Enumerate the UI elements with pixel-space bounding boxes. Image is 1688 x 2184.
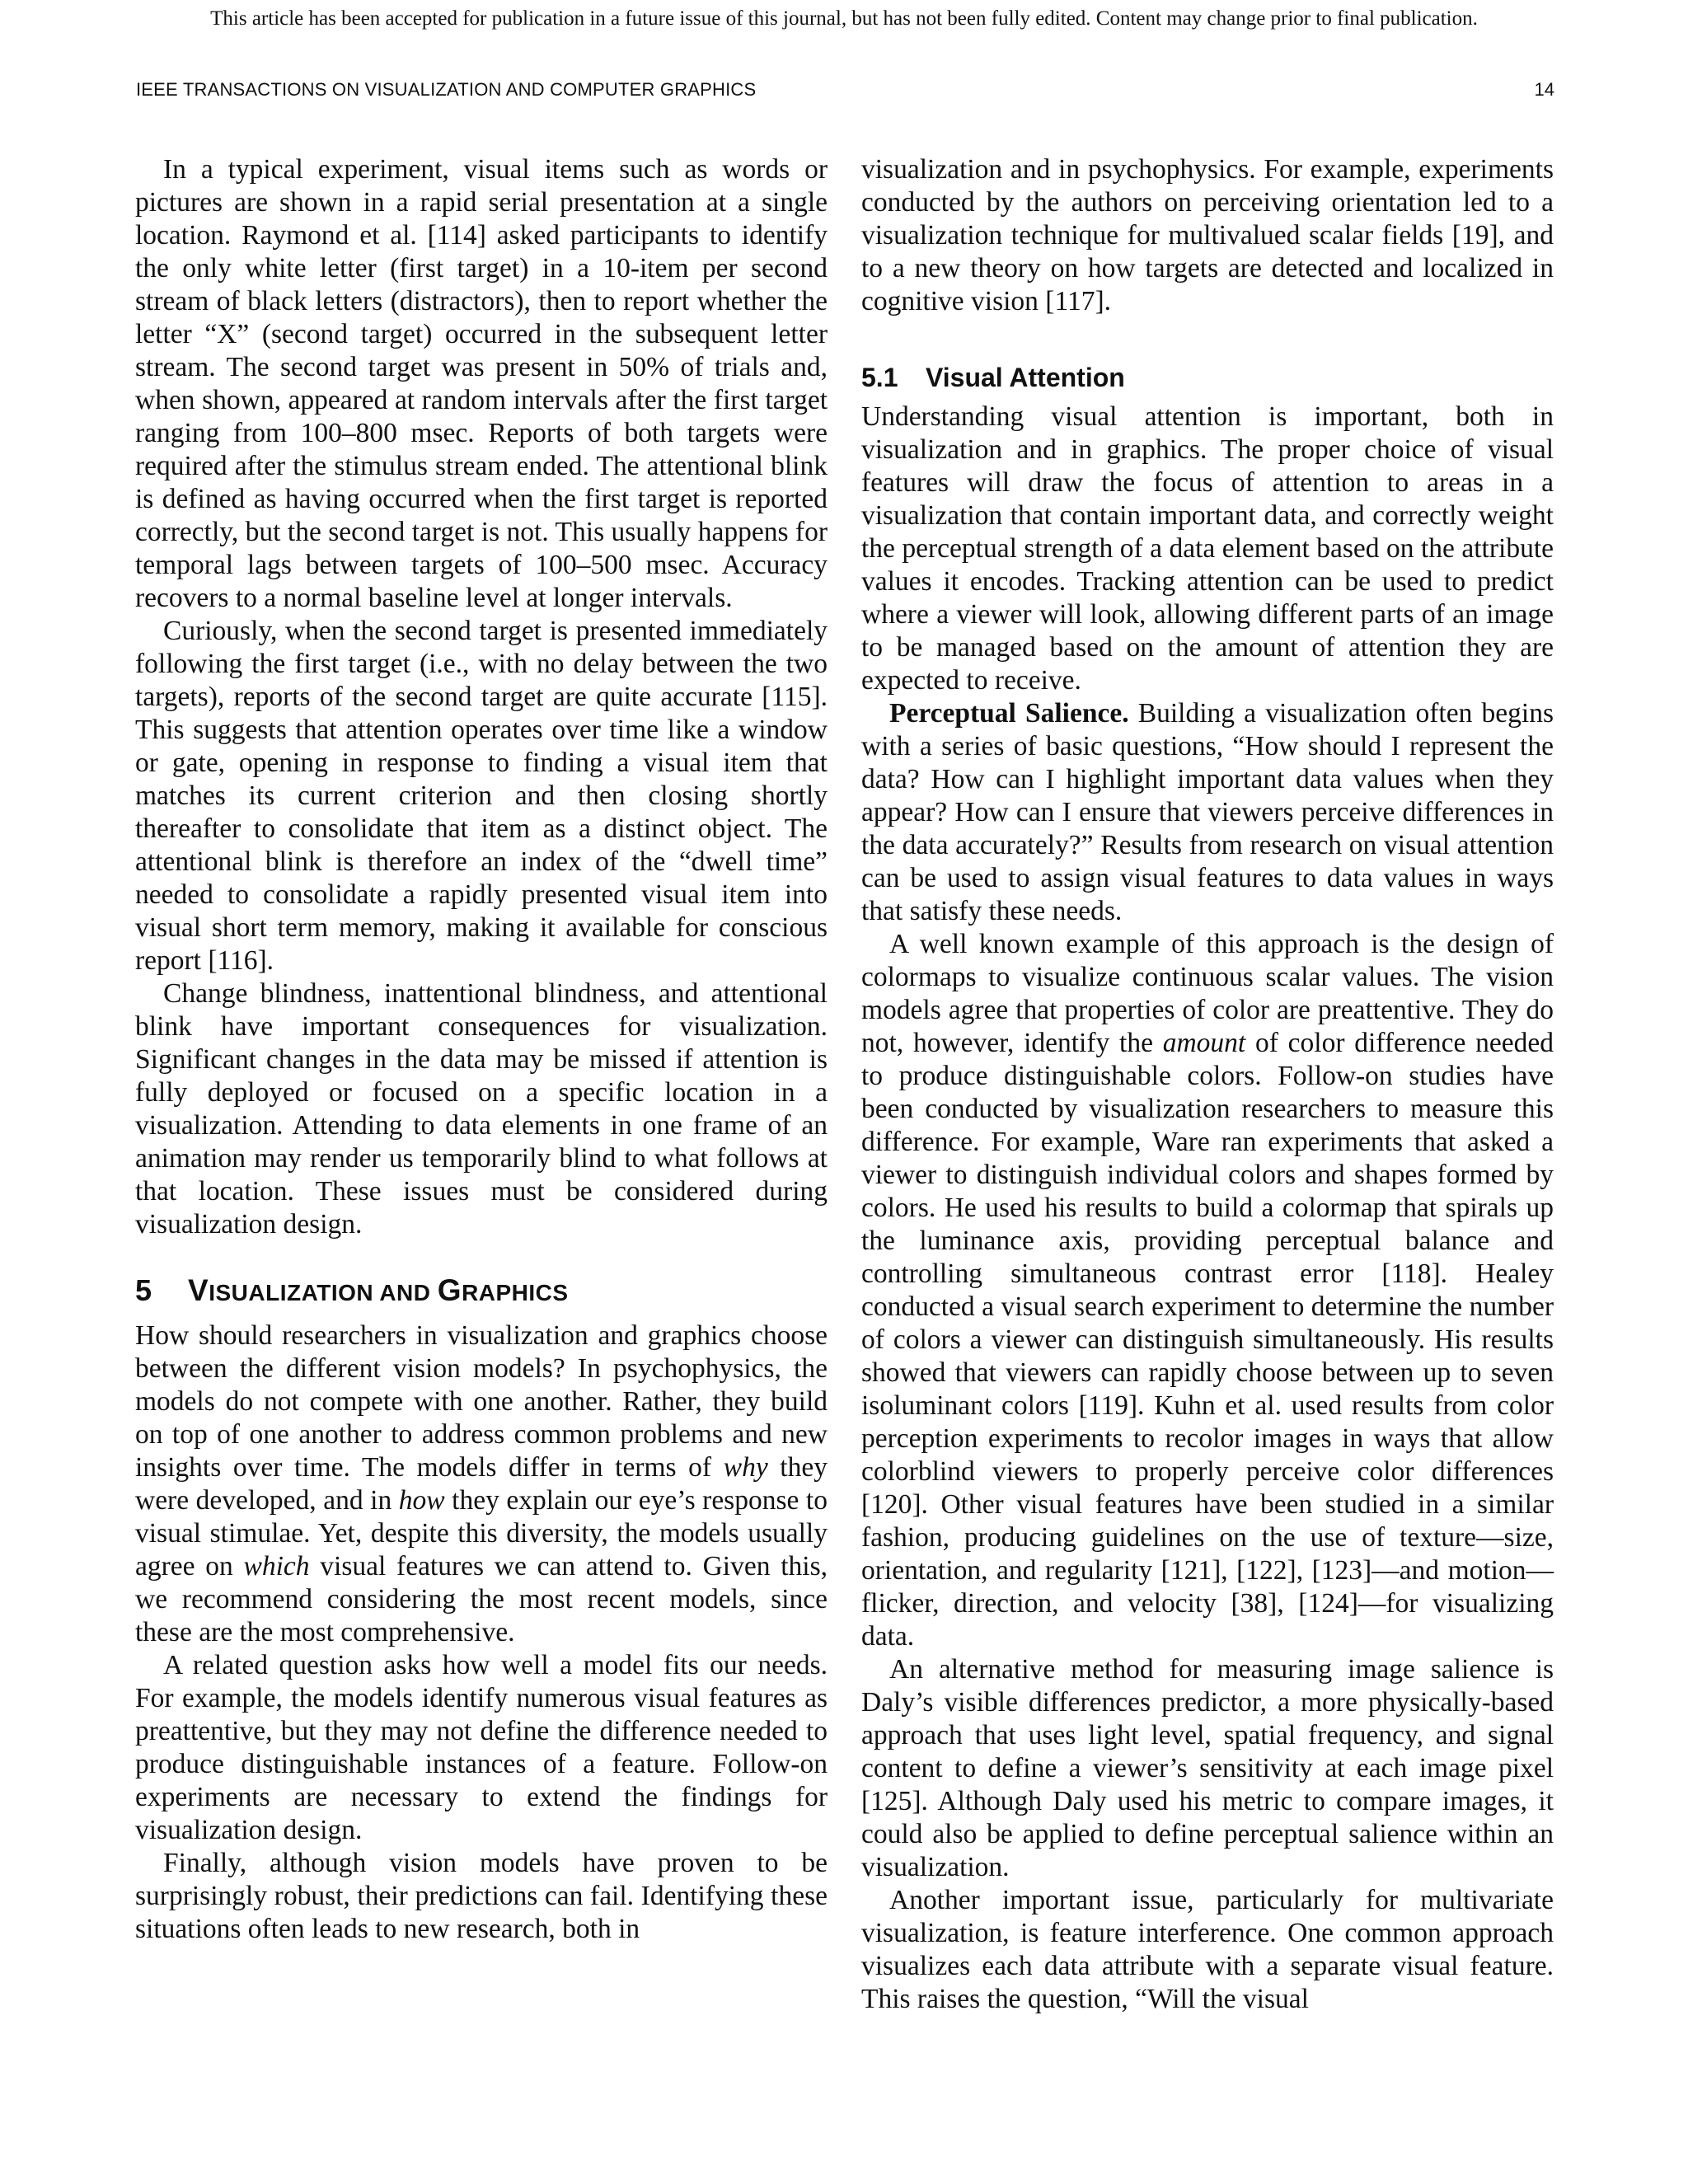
text-run: of color difference needed to produce distinguishable colors. Follow-on studies have been conducted by visualization researchers to measure this difference. For example, Ware ran experiments that asked a viewer to distinguish individual colors and shapes formed by colors. He used his results to build a colormap that spirals up the luminance axis, providing perceptual balance and controlling simultaneous contrast error [118]. Healey conducted a visual search experiment to determine the number of colors a viewer can distinguish simultaneously. His results showed that viewers can rapidly choose between up to seven isoluminant colors [119]. Kuhn et al. used results from color perception experiments to recolor images in ways that allow colorblind viewers to properly perceive color differences [120]. Other visual features have been studied in a similar fashion, producing guidelines on the use of texture—size, orientation, and regularity [121], [122], [123]—and motion—flicker, direction, and velocity [38], [124]—for visualizing data.	[861, 1028, 1554, 1652]
section-number: 5	[135, 1273, 152, 1307]
paragraph-choosing-vision-models	[135, 1319, 828, 1649]
text-run: they were developed, and in	[135, 1452, 828, 1516]
emphasis-why: why	[723, 1452, 768, 1483]
subsection-heading-visual-attention	[861, 359, 1554, 396]
right-column	[861, 153, 1554, 2016]
text-run: visual features we can attend to. Given this, we recommend considering the most recent models, since these are the most comprehensive.	[135, 1551, 828, 1647]
paragraph-attentional-blink-experiment: In a typical experiment, visual items such as words or pictures are shown in a rapid serial presentation at a single location. Raymond et al. [114] asked participants to identify the only white letter (first target) in a 10-item per second stream of black letters (distractors), then to report whether the letter “X” (second target) occurred in the subsequent letter stream. The second target was present in 50% of trials and, when shown, appeared at random intervals after the first target ranging from 100–800 msec. Reports of both targets were required after the stimulus stream ended. The attentional blink is defined as having occurred when the first target is reported correctly, but the second target is not. This usually happens for temporal lags between targets of 100–500 msec. Accuracy recovers to a normal baseline level at longer intervals.	[135, 154, 828, 613]
paragraph-continued-research: visualization and in psychophysics. For example, experiments conducted by the authors on perceiving orientation led to a visualization technique for multivalued scalar fields [19], and to a new theory on how targets are detected and localized in cognitive vision [117].	[861, 154, 1554, 316]
section-title-part: RAPHICS	[462, 1280, 569, 1305]
paragraph-colormaps	[861, 928, 1554, 1653]
paragraph-feature-interference: Another important issue, particularly for multivariate visualization, is feature interference. One common approach visualizes each data attribute with a separate visual feature. This raises the question, “Will the visual	[861, 1885, 1554, 2014]
paragraph-predictions-fail: Finally, although vision models have proven to be surprisingly robust, their predictions can fail. Identifying these situations often leads to new research, both in	[135, 1848, 828, 1944]
emphasis-how: how	[398, 1485, 445, 1516]
journal-running-head: IEEE TRANSACTIONS ON VISUALIZATION AND COMPUTER GRAPHICS	[136, 79, 757, 100]
section-title-part: ISUALIZATION AND	[209, 1280, 438, 1305]
left-column	[135, 153, 828, 1946]
section-title-part: G	[437, 1273, 462, 1307]
paragraph-model-fit: A related question asks how well a model fits our needs. For example, the models identify numerous visual features as preattentive, but they may not define the difference needed to produce distinguishable instances of a feature. Follow-on experiments are necessary to extend the findings for visualization design.	[135, 1650, 828, 1845]
paragraph-perceptual-salience	[861, 697, 1554, 928]
text-run: they explain our eye’s response to visual stimulae. Yet, despite this diversity, the models usually agree on	[135, 1485, 828, 1582]
paragraph-understanding-visual-attention: Understanding visual attention is important, both in visualization and in graphics. The proper choice of visual features will draw the focus of attention to areas in a visualization that contain important data, and correctly weight the perceptual strength of a data element based on the attribute values it encodes. Tracking attention can be used to predict where a viewer will look, allowing different parts of an image to be managed based on the amount of attention they are expected to receive.	[861, 401, 1554, 696]
emphasis-amount: amount	[1162, 1028, 1246, 1058]
paragraph-dwell-time: Curiously, when the second target is presented immediately following the first target (i.e., with no delay between the two targets), reports of the second target are quite accurate [115]. This suggests that attention operates over time like a window or gate, opening in response to finding a visual item that matches its current criterion and then closing shortly thereafter to consolidate that item as a distinct object. The attentional blink is therefore an index of the “dwell time” needed to consolidate a rapidly presented visual item into visual short term memory, making it available for conscious report [116].	[135, 616, 828, 976]
subsection-number: 5.1	[861, 363, 898, 392]
section-title-part: V	[188, 1273, 209, 1307]
paragraph-visualization-consequences: Change blindness, inattentional blindness, and attentional blink have important consequences for visualization. Significant changes in the data may be missed if attention is fully deployed or focused on a specific location in a visualization. Attending to data elements in one frame of an animation may render us temporarily blind to what follows at that location. These issues must be considered during visualization design.	[135, 978, 828, 1240]
subsection-title: Visual Attention	[926, 363, 1125, 392]
emphasis-which: which	[243, 1551, 310, 1582]
text-run: Building a visualization often begins with a series of basic questions, “How should I represent the data? How can I highlight important data values when they appear? How can I ensure that viewers perceive differences in the data accurately?” Results from research on visual attention can be used to assign visual features to data values in ways that satisfy these needs.	[861, 698, 1554, 926]
paragraph-daly-predictor: An alternative method for measuring image salience is Daly’s visible differences predictor, a more physically-based approach that uses light level, spatial frequency, and signal content to define a viewer’s sensitivity at each image pixel [125]. Although Daly used his metric to compare images, it could also be applied to define perceptual salience within an visualization.	[861, 1654, 1554, 1882]
page-number: 14	[1534, 79, 1554, 100]
text-run: How should researchers in visualization and graphics choose between the different vision models? In psychophysics, the models do not compete with one another. Rather, they build on top of one another to address common problems and new insights over time. The models differ in terms of	[135, 1320, 828, 1483]
text-run: A well known example of this approach is the design of colormaps to visualize continuous scalar values. The vision models agree that properties of color are preattentive. They do not, however, identify the	[861, 929, 1554, 1058]
publication-notice: This article has been accepted for publication in a future issue of this journal, but has not been fully edited. Content may change prior to final publication.	[210, 7, 1478, 30]
runin-heading-perceptual-salience: Perceptual Salience.	[889, 698, 1129, 729]
section-heading-visualization-and-graphics	[135, 1272, 828, 1311]
